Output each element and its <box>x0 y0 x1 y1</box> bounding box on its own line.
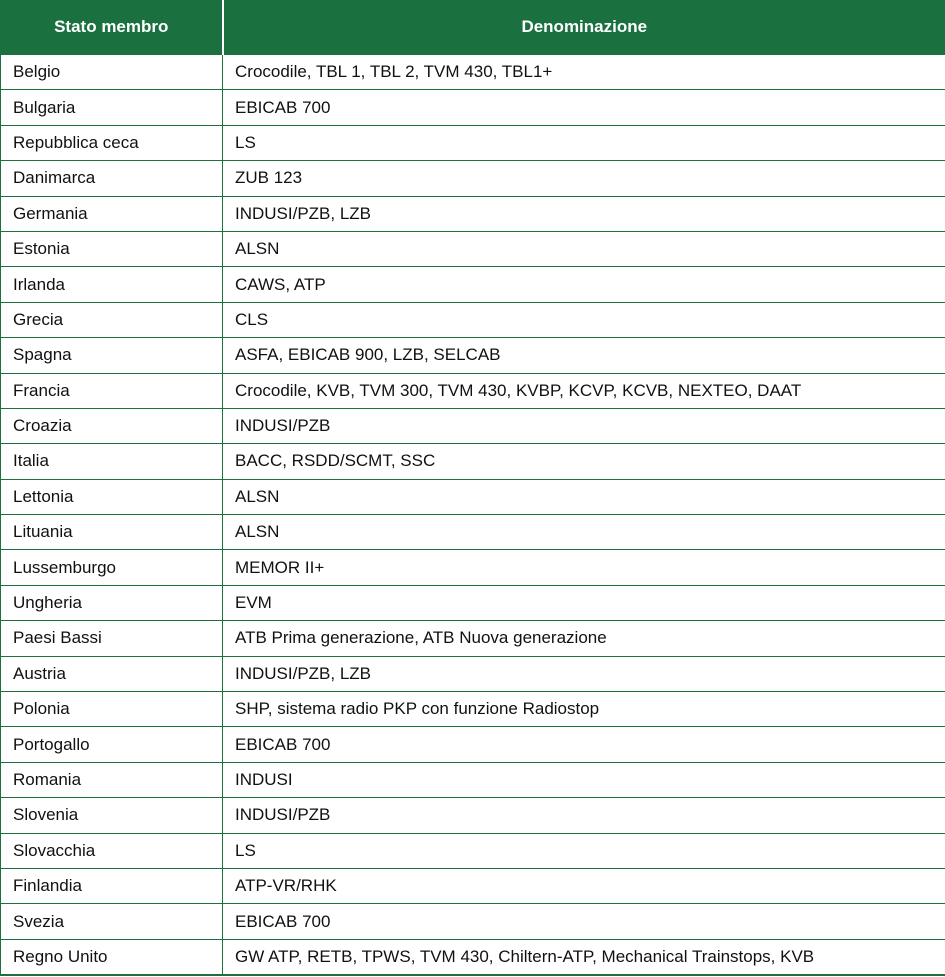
cell-stato-membro: Belgio <box>1 55 223 90</box>
cell-stato-membro: Polonia <box>1 692 223 727</box>
table-row <box>1 125 945 160</box>
cell-denominazione: INDUSI <box>223 762 945 797</box>
cell-denominazione: INDUSI/PZB <box>223 798 945 833</box>
cell-stato-membro: Estonia <box>1 231 223 266</box>
cell-stato-membro: Irlanda <box>1 267 223 302</box>
cell-denominazione: ATB Prima generazione, ATB Nuova generazione <box>223 621 945 656</box>
table-row <box>1 692 945 727</box>
cell-stato-membro: Croazia <box>1 408 223 443</box>
cell-denominazione: SHP, sistema radio PKP con funzione Radiostop <box>223 692 945 727</box>
table-row <box>1 727 945 762</box>
cell-stato-membro: Grecia <box>1 302 223 337</box>
table-row <box>1 338 945 373</box>
table-row <box>1 621 945 656</box>
table-row <box>1 762 945 797</box>
cell-denominazione: EBICAB 700 <box>223 904 945 939</box>
cell-stato-membro: Lettonia <box>1 479 223 514</box>
cell-stato-membro: Danimarca <box>1 161 223 196</box>
cell-stato-membro: Lussemburgo <box>1 550 223 585</box>
cell-denominazione: Crocodile, TBL 1, TBL 2, TVM 430, TBL1+ <box>223 55 945 90</box>
table-row <box>1 833 945 868</box>
table-row <box>1 267 945 302</box>
cell-stato-membro: Francia <box>1 373 223 408</box>
header-stato-membro: Stato membro <box>1 0 223 55</box>
cell-stato-membro: Romania <box>1 762 223 797</box>
cell-denominazione: INDUSI/PZB, LZB <box>223 656 945 691</box>
cell-stato-membro: Slovenia <box>1 798 223 833</box>
cell-denominazione: ATP-VR/RHK <box>223 868 945 903</box>
header-denominazione: Denominazione <box>223 0 945 55</box>
cell-denominazione: MEMOR II+ <box>223 550 945 585</box>
cell-stato-membro: Portogallo <box>1 727 223 762</box>
table-row <box>1 196 945 231</box>
cell-stato-membro: Regno Unito <box>1 939 223 975</box>
cell-stato-membro: Lituania <box>1 515 223 550</box>
cell-stato-membro: Bulgaria <box>1 90 223 125</box>
cell-stato-membro: Spagna <box>1 338 223 373</box>
cell-denominazione: CAWS, ATP <box>223 267 945 302</box>
header-row <box>1 0 945 55</box>
cell-stato-membro: Germania <box>1 196 223 231</box>
cell-denominazione: INDUSI/PZB <box>223 408 945 443</box>
cell-denominazione: ZUB 123 <box>223 161 945 196</box>
cell-denominazione: Crocodile, KVB, TVM 300, TVM 430, KVBP, KCVP, KCVB, NEXTEO, DAAT <box>223 373 945 408</box>
cell-denominazione: ALSN <box>223 479 945 514</box>
cell-denominazione: ALSN <box>223 515 945 550</box>
cell-denominazione: EBICAB 700 <box>223 90 945 125</box>
cell-denominazione: EVM <box>223 585 945 620</box>
table-row <box>1 55 945 90</box>
cell-denominazione: CLS <box>223 302 945 337</box>
table-row <box>1 90 945 125</box>
table-row <box>1 373 945 408</box>
table-row <box>1 408 945 443</box>
table-row <box>1 302 945 337</box>
cell-denominazione: LS <box>223 125 945 160</box>
cell-stato-membro: Finlandia <box>1 868 223 903</box>
table-body <box>1 55 945 976</box>
cell-stato-membro: Ungheria <box>1 585 223 620</box>
cell-stato-membro: Slovacchia <box>1 833 223 868</box>
table-row <box>1 585 945 620</box>
table-row <box>1 444 945 479</box>
cell-denominazione: ASFA, EBICAB 900, LZB, SELCAB <box>223 338 945 373</box>
table-row <box>1 161 945 196</box>
cell-denominazione: ALSN <box>223 231 945 266</box>
table-row <box>1 550 945 585</box>
cell-denominazione: INDUSI/PZB, LZB <box>223 196 945 231</box>
cell-denominazione: LS <box>223 833 945 868</box>
table-row <box>1 939 945 975</box>
cell-stato-membro: Italia <box>1 444 223 479</box>
table-row <box>1 479 945 514</box>
table-row <box>1 515 945 550</box>
cell-stato-membro: Paesi Bassi <box>1 621 223 656</box>
table-row <box>1 904 945 939</box>
cell-stato-membro: Repubblica ceca <box>1 125 223 160</box>
table-header <box>1 0 945 55</box>
table-row <box>1 656 945 691</box>
table-row <box>1 868 945 903</box>
table-row <box>1 798 945 833</box>
cell-denominazione: GW ATP, RETB, TPWS, TVM 430, Chiltern-ATP, Mechanical Trainstops, KVB <box>223 939 945 975</box>
cell-stato-membro: Svezia <box>1 904 223 939</box>
table-row <box>1 231 945 266</box>
cell-denominazione: EBICAB 700 <box>223 727 945 762</box>
cell-stato-membro: Austria <box>1 656 223 691</box>
cell-denominazione: BACC, RSDD/SCMT, SSC <box>223 444 945 479</box>
